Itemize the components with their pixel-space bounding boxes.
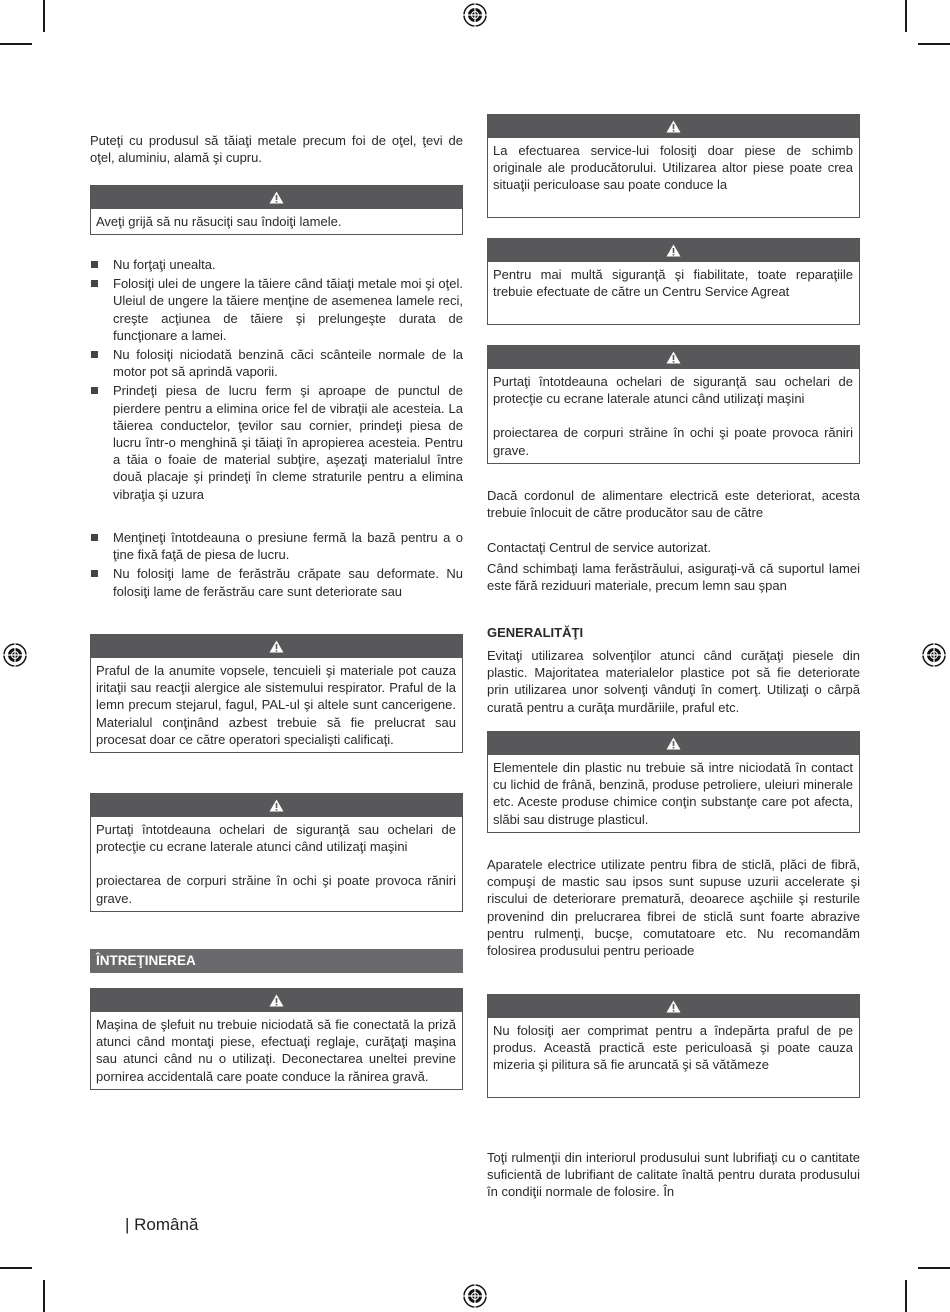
list-item: Nu folosiţi niciodată benzină căci scânteile normale de la motor pot să aprindă vaporii. — [90, 346, 463, 380]
warning-header — [91, 186, 462, 209]
page-footer-language: | Română — [125, 1215, 199, 1234]
warning-triangle-icon — [666, 737, 681, 750]
warning-header — [488, 995, 859, 1018]
warning-box — [487, 238, 860, 325]
warning-header — [91, 635, 462, 658]
blade-paragraph: Când schimbaţi lama ferăstrăului, asiguraţi-vă că suportul lamei este fără reziduuri materiale, precum lemn sau şpan — [487, 561, 860, 594]
list-item: Prindeţi piesa de lucru ferm şi aproape de punctul de pierdere pentru a elimina orice fel de vibraţii ale acesteia. La tăierea conductelor, ţevilor sau cornier, prindeţi piesa de lucru într-o menghină şi tăiaţi în apropierea acesteia. Pentru a tăia o foaie de material subţire, aşezaţi materialul între două placaje şi prindeţi în cleme straturile pentru a elimina vibraţia şi uzura — [90, 382, 463, 502]
intro-paragraph: Puteţi cu produsul să tăiaţi metale precum foi de oţel, ţevi de oţel, aluminiu, alamă şi cupru. — [90, 133, 463, 166]
registration-mark-icon — [922, 643, 946, 667]
crop-mark-top-left-h — [0, 43, 32, 45]
warning-text: Pentru mai multă siguranţă şi fiabilitate, toate reparaţiile trebuie efectuate de către un Centru Service Agreat — [493, 267, 853, 300]
crop-mark-bottom-right-h — [918, 1267, 950, 1269]
warning-header — [488, 346, 859, 369]
warning-triangle-icon — [666, 351, 681, 364]
fiber-paragraph: Aparatele electrice utilizate pentru fibra de sticlă, plăci de fibră, compuşi de mastic sau ipsos sunt supuse uzurii accelerate şi riscului de deteriorare prematură, deoarece aşchiile şi resturile provenind din prelucrarea fibrei de sticlă sunt foarte abrazive pentru rulmenţi, bucşe, comutatoare etc. Nu recomandăm folosirea produsului pentru perioade — [487, 857, 860, 959]
warning-box — [90, 988, 463, 1090]
warning-box — [90, 793, 463, 912]
warning-text: Aveţi grijă să nu răsuciţi sau îndoiţi lamele. — [96, 214, 342, 229]
warning-triangle-icon — [666, 120, 681, 133]
warning-text: La efectuarea service-lui folosiţi doar piese de schimb originale ale producătorului. Utilizarea altor piese poate crea situaţii periculoase sau poate conduce la — [493, 143, 853, 193]
registration-mark-icon — [463, 3, 487, 27]
list-item: Nu forţaţi unealta. — [90, 256, 463, 273]
section-heading: GENERALITĂŢI — [487, 625, 584, 640]
warning-box — [487, 994, 860, 1098]
warning-box — [487, 731, 860, 833]
section-title: ÎNTREŢINEREA — [90, 949, 463, 973]
crop-mark-bottom-left-h — [0, 1267, 32, 1269]
warning-text-part: Purtaţi întotdeauna ochelari de siguranţă sau ochelari de protecţie cu ecrane laterale atunci când utilizaţi maşini — [96, 822, 456, 855]
warning-triangle-icon — [269, 191, 284, 204]
crop-mark-top-right-v — [905, 0, 907, 32]
warning-triangle-icon — [269, 994, 284, 1007]
bearings-paragraph: Toţi rulmenţii din interiorul produsului sunt lubrifiaţi cu o cantitate suficientă de lubrifiant de calitate înaltă pentru durata produsului în condiţii normale de folosire. În — [487, 1150, 860, 1200]
warning-header — [91, 989, 462, 1012]
cord-paragraph: Dacă cordonul de alimentare electrică este deteriorat, acesta trebuie înlocuit de către producător sau de către — [487, 488, 860, 521]
warning-text: Maşina de şlefuit nu trebuie niciodată să fie conectată la priză atunci când montaţi piese, efectuaţi reglaje, curăţaţi maşina sau atunci când nu o utilizaţi. Deconectarea uneltei previne pornirea accidentală care poate conduce la rănirea gravă. — [96, 1017, 456, 1084]
warning-header — [91, 794, 462, 817]
warning-header — [488, 115, 859, 138]
warning-triangle-icon — [666, 1000, 681, 1013]
warning-triangle-icon — [666, 244, 681, 257]
general-paragraph: Evitaţi utilizarea solvenţilor atunci când curăţaţi piesele din plastic. Majoritatea materialelor plastice pot să fie deteriorate prin utilizarea unor solvenţi vânduţi în comerţ. Utilizaţi o cârpă curată pentru a curăţa murdăriile, praful etc. — [487, 648, 860, 715]
bullet-list — [90, 256, 463, 505]
warning-triangle-icon — [269, 799, 284, 812]
registration-mark-icon — [3, 643, 27, 667]
warning-text-part: proiectarea de corpuri străine în ochi şi poate provoca răniri grave. — [493, 425, 853, 458]
warning-text — [91, 817, 462, 911]
registration-mark-icon — [463, 1284, 487, 1308]
list-item: Nu folosiţi lame de ferăstrău crăpate sau deformate. Nu folosiţi lame de ferăstrău care sunt deteriorate sau — [90, 565, 463, 599]
warning-box — [487, 345, 860, 464]
warning-triangle-icon — [269, 640, 284, 653]
list-item: Menţineţi întotdeauna o presiune fermă la bază pentru a o ţine fixă faţă de piesa de lucru. — [90, 529, 463, 563]
bullet-list — [90, 529, 463, 602]
warning-text — [488, 369, 859, 463]
warning-text-part: Purtaţi întotdeauna ochelari de siguranţă sau ochelari de protecţie cu ecrane laterale atunci când utilizaţi maşini — [493, 374, 853, 407]
crop-mark-bottom-right-v — [905, 1280, 907, 1312]
warning-box — [90, 634, 463, 753]
warning-text: Nu folosiţi aer comprimat pentru a îndepărta praful de pe produs. Această practică este periculoasă şi poate cauza mizeria şi pilitura să fie aruncată şi să vătămeze — [493, 1023, 853, 1073]
warning-text-part: proiectarea de corpuri străine în ochi şi poate provoca răniri grave. — [96, 873, 456, 906]
warning-text: Praful de la anumite vopsele, tencuieli şi materiale pot cauza iritaţii sau reacţii alergice ale sistemului respirator. Praful de la lemn precum stejarul, fagul, PAL-ul şi altele sunt cancerigene. Materialul conţinând azbest trebuie să fie prelucrat sau procesat doar ce către operatori specialişti calificaţi. — [96, 663, 456, 747]
warning-text: Elementele din plastic nu trebuie să intre niciodată în contact cu lichid de frână, benzină, produse petroliere, uleiuri minerale etc. Aceste produse chimice conţin substanţe care pot afecta, slăbi sau distruge plasticul. — [493, 760, 853, 827]
contact-paragraph: Contactaţi Centrul de service autorizat. — [487, 540, 711, 555]
list-item: Folosiţi ulei de ungere la tăiere când tăiaţi metale moi şi oţel. Uleiul de ungere la tăiere menţine de asemenea lamele reci, creşte acţiunea de tăiere şi prelungeşte durata de funcţionare a lamei. — [90, 275, 463, 344]
warning-box — [487, 114, 860, 218]
warning-header — [488, 732, 859, 755]
warning-header — [488, 239, 859, 262]
crop-mark-top-left-v — [43, 0, 45, 32]
warning-box — [90, 185, 463, 235]
crop-mark-top-right-h — [918, 43, 950, 45]
crop-mark-bottom-left-v — [43, 1280, 45, 1312]
